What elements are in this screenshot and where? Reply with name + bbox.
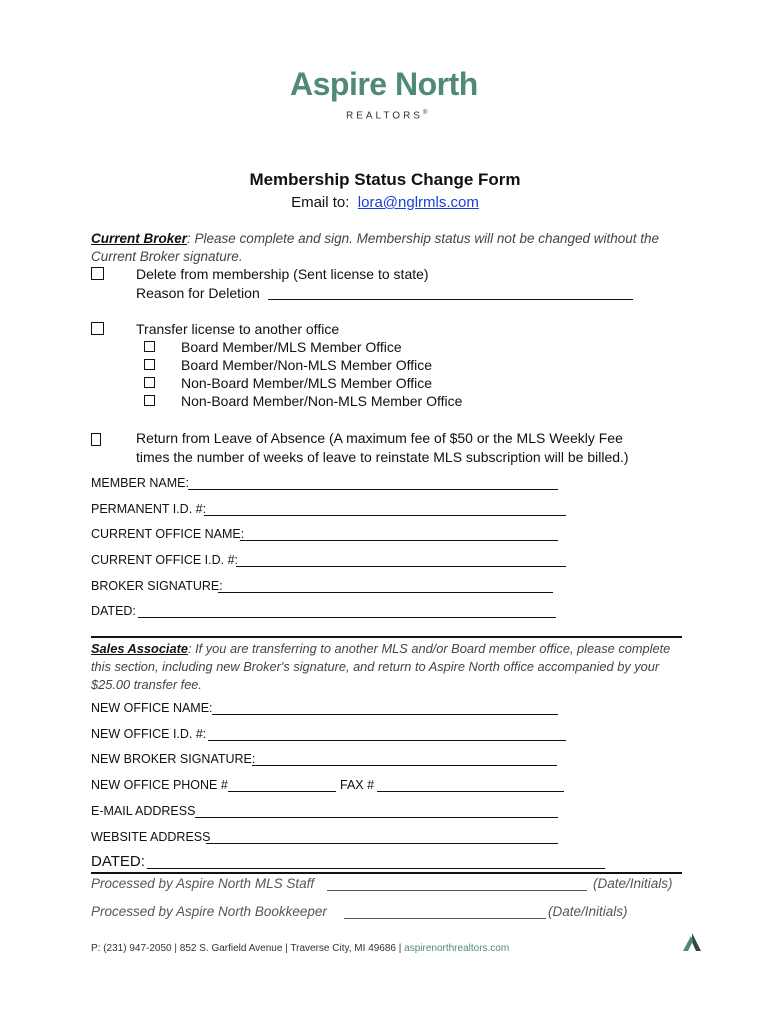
broker-signature-label: BROKER SIGNATURE: [91,579,223,593]
form-title: Membership Status Change Form [249,170,521,189]
website-address-label: WEBSITE ADDRESS [91,830,211,844]
suboption-checkbox-4[interactable] [144,395,155,406]
dated-input[interactable] [138,617,556,618]
transfer-checkbox[interactable] [91,322,104,335]
current-office-id-label: CURRENT OFFICE I.D. #: [91,553,239,567]
new-office-id-label: NEW OFFICE I.D. #: [91,727,207,741]
new-office-phone-label: NEW OFFICE PHONE # [91,778,228,792]
current-office-id-input[interactable] [236,566,566,567]
footer-website-link[interactable]: aspirenorthrealtors.com [404,943,510,954]
broker-signature-input[interactable] [218,592,553,593]
processed-staff-suffix: (Date/Initials) [593,876,673,891]
processed-bookkeeper-suffix: (Date/Initials) [548,904,628,919]
sales-associate-label: Sales Associate [91,641,188,656]
transfer-option-label: Transfer license to another office [136,321,340,337]
email-label: Email to: [291,194,350,211]
new-office-phone-input[interactable] [228,791,336,792]
processed-bookkeeper-label: Processed by Aspire North Bookkeeper [91,904,327,919]
website-address-input[interactable] [206,843,558,844]
new-office-name-input[interactable] [212,714,558,715]
suboption-label-2: Board Member/Non-MLS Member Office [181,357,433,373]
return-option-line2: times the number of weeks of leave to reinstate MLS subscription will be billed.) [136,449,629,465]
delete-option-label: Delete from membership (Sent license to state) [136,266,429,282]
processed-staff-label: Processed by Aspire North MLS Staff [91,876,315,891]
broker-instructions: Current Broker: Please complete and sign. Membership status will not be changed without the Current Broker signature. [91,231,660,264]
return-option-line1: Return from Leave of Absence (A maximum fee of $50 or the MLS Weekly Fee [136,430,623,446]
email-line [0,194,770,211]
permanent-id-input[interactable] [204,515,566,516]
member-name-label: MEMBER NAME: [91,476,189,490]
email-address-input[interactable] [195,817,558,818]
sales-dated-input[interactable] [147,868,605,869]
suboption-label-3: Non-Board Member/MLS Member Office [181,375,433,391]
delete-checkbox[interactable] [91,267,104,280]
section-divider [91,636,682,638]
suboption-checkbox-2[interactable] [144,359,155,370]
permanent-id-label: PERMANENT I.D. #: [91,502,207,516]
processed-bookkeeper-input[interactable] [344,918,546,919]
brand-mark-icon [682,932,702,952]
fax-input[interactable] [377,791,564,792]
current-office-name-label: CURRENT OFFICE NAME: [91,527,245,541]
new-broker-signature-input[interactable] [252,765,557,766]
current-broker-label: Current Broker [91,231,188,246]
member-name-input[interactable] [188,489,558,490]
reason-label: Reason for Deletion [136,285,260,301]
suboption-checkbox-3[interactable] [144,377,155,388]
logo [290,66,490,126]
reason-input[interactable] [268,299,633,300]
new-office-name-label: NEW OFFICE NAME: [91,701,213,715]
logo-subtitle: REALTORS® [346,110,431,122]
email-address-label: E-MAIL ADDRESS [91,804,196,818]
fax-label: FAX # [340,778,375,792]
new-office-id-input[interactable] [208,740,566,741]
processing-divider [91,872,682,874]
new-broker-signature-label: NEW BROKER SIGNATURE: [91,752,256,766]
processed-staff-input[interactable] [327,890,587,891]
sales-dated-label: DATED: [91,853,145,870]
sales-instructions: Sales Associate: If you are transferring to another MLS and/or Board member office, please complete this section, including new Broker's signature, and return to Aspire North office accompanied by your $25.00 transfer fee. [91,641,671,692]
suboption-checkbox-1[interactable] [144,341,155,352]
suboption-label-1: Board Member/MLS Member Office [181,339,402,355]
email-link[interactable]: lora@nglrmls.com [357,194,479,211]
current-office-name-input[interactable] [240,540,558,541]
logo-wordmark: Aspire North [290,66,478,102]
dated-label: DATED: [91,604,136,618]
suboption-label-4: Non-Board Member/Non-MLS Member Office [181,393,463,409]
return-checkbox[interactable] [91,433,101,446]
footer-contact: P: (231) 947-2050 | 852 S. Garfield Avenue | Traverse City, MI 49686 | aspirenorthrealtors.com [91,943,510,954]
